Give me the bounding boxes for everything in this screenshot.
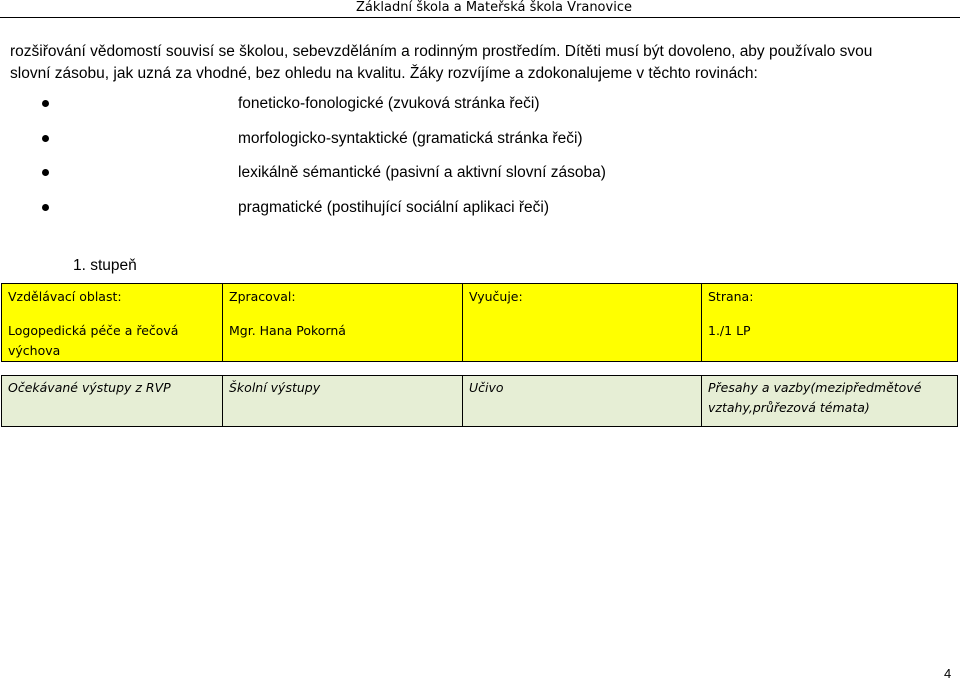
intro-line-2: slovní zásobu, jak uzná za vhodné, bez ohledu na kvalitu. Žáky rozvíjíme a zdokonalujeme v těchto rovinách: — [10, 64, 758, 82]
prepared-cell — [223, 284, 463, 362]
bullet-icon — [42, 169, 49, 176]
prepared-value: Mgr. Hana Pokorná — [229, 323, 346, 338]
list-item — [0, 163, 960, 198]
list-item-text: morfologicko-syntaktické (gramatická stránka řeči) — [238, 129, 583, 147]
teaches-label: Vyučuje: — [469, 289, 523, 304]
bullet-icon — [42, 204, 49, 211]
list-item-text: lexikálně sémantické (pasivní a aktivní slovní zásoba) — [238, 164, 606, 181]
list-item-text: foneticko-fonologické (zvuková stránka řeči) — [238, 95, 540, 112]
grade-heading: 1. stupeň — [73, 257, 137, 274]
area-label: Vzdělávací oblast: — [8, 289, 122, 304]
subject-info-table — [1, 283, 958, 362]
language-levels-list — [0, 94, 960, 232]
area-value: Logopedická péče a řečová výchova — [8, 323, 179, 358]
column-header-cross-curricular: Přesahy a vazby(mezipředmětové vztahy,průřezová témata) — [702, 376, 958, 427]
table-row — [2, 376, 958, 427]
page-value: 1./1 LP — [708, 323, 751, 338]
list-item — [0, 94, 960, 129]
teaches-cell — [463, 284, 702, 362]
area-cell — [2, 284, 223, 362]
page-cell — [702, 284, 958, 362]
table-row — [2, 284, 958, 362]
column-header-rvp-outputs: Očekávané výstupy z RVP — [2, 376, 223, 427]
intro-paragraph — [10, 41, 955, 84]
intro-line-1: rozšiřování vědomostí souvisí se školou, sebevzděláním a rodinným prostředím. Dítěti musí být dovoleno, aby používalo svou — [10, 43, 873, 60]
list-item — [0, 198, 960, 233]
bullet-icon — [42, 135, 49, 142]
list-item-text: pragmatické (postihující sociální aplikaci řeči) — [238, 198, 549, 216]
page-number: 4 — [944, 666, 952, 681]
page-label: Strana: — [708, 289, 754, 304]
column-header-school-outputs: Školní výstupy — [223, 376, 463, 427]
school-name: Základní škola a Mateřská škola Vranovice — [356, 0, 632, 15]
bullet-icon — [42, 100, 49, 107]
column-header-curriculum: Učivo — [463, 376, 702, 427]
header-divider — [0, 17, 960, 18]
prepared-label: Zpracoval: — [229, 289, 296, 304]
curriculum-columns-table — [1, 375, 958, 427]
list-item — [0, 129, 960, 164]
